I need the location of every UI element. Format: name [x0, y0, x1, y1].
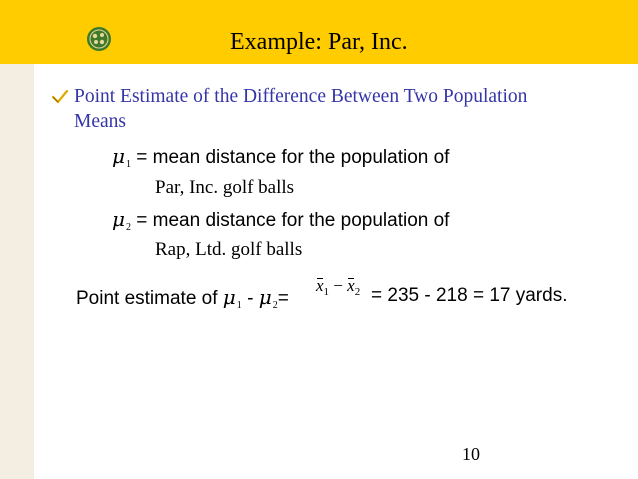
xbar2-variable: x — [347, 276, 355, 295]
mu1-subscript: 1 — [236, 300, 242, 311]
left-decorative-strip — [0, 0, 34, 479]
mu2-definition-text: = mean distance for the population of — [131, 210, 450, 231]
mu-symbol: μ — [112, 144, 125, 168]
mu-symbol: μ — [112, 207, 125, 231]
section-heading: Point Estimate of the Difference Between Two Population Means — [74, 86, 528, 132]
mu-symbol: μ — [258, 285, 272, 309]
mu1-subscript: 1 — [126, 159, 131, 170]
equals-sign: = — [277, 288, 289, 309]
minus-sign: - — [241, 288, 259, 309]
mu2-definition — [112, 207, 449, 232]
point-estimate-result: = 235 - 218 = 17 yards. — [371, 285, 568, 306]
mu1-definition-continuation: Par, Inc. golf balls — [155, 177, 295, 198]
mu2-subscript: 2 — [272, 300, 278, 311]
title-bar-corner — [0, 0, 34, 64]
xbar2-subscript: 2 — [354, 286, 361, 298]
green-globe-logo-icon — [86, 26, 112, 52]
mu-symbol: μ — [222, 285, 236, 309]
xbar-difference-formula — [316, 276, 360, 296]
xbar1-subscript: 1 — [323, 286, 330, 298]
xbar1-variable: x — [316, 276, 324, 295]
page-number: 10 — [462, 444, 480, 464]
point-estimate-line — [76, 285, 289, 310]
mu2-subscript: 2 — [126, 222, 131, 233]
slide-title: Example: Par, Inc. — [230, 29, 408, 55]
mu2-definition-continuation: Rap, Ltd. golf balls — [155, 239, 303, 260]
mu1-definition — [112, 144, 449, 169]
yellow-check-bullet-icon — [52, 90, 68, 104]
point-estimate-prefix: Point estimate of — [76, 288, 223, 309]
mu1-definition-text: = mean distance for the population of — [131, 147, 450, 168]
xbar-minus-sign: − — [329, 276, 348, 295]
